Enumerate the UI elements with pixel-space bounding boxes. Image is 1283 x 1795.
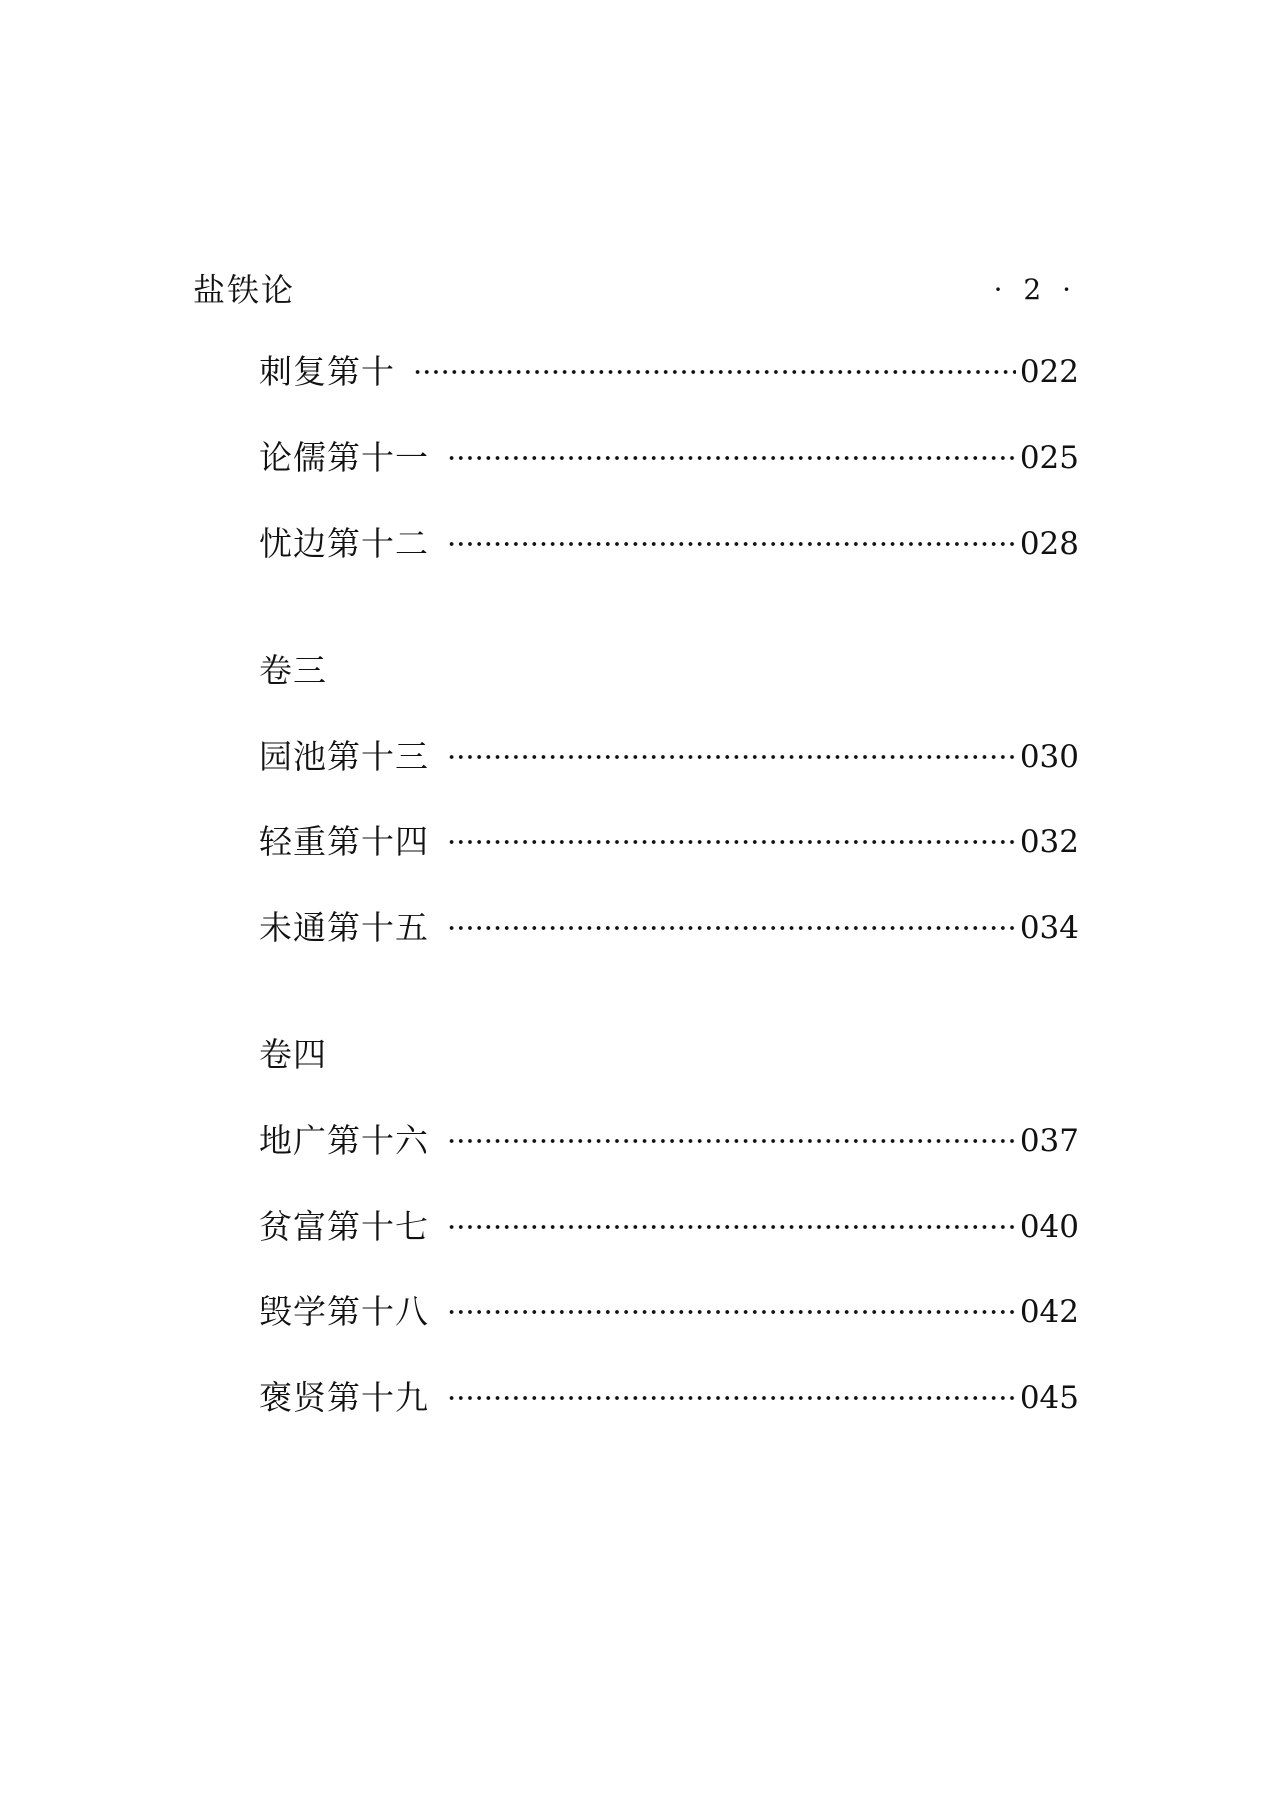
dot-leader xyxy=(447,906,1016,950)
toc-entry[interactable] xyxy=(259,906,1079,950)
running-header xyxy=(193,268,1083,312)
dot-leader xyxy=(447,1205,1016,1249)
toc-entry-title: 园池第十三 xyxy=(259,737,429,776)
toc-entry[interactable] xyxy=(259,436,1079,480)
toc-entry[interactable] xyxy=(259,820,1079,864)
toc-entry-page: 042 xyxy=(1019,1294,1079,1330)
toc-entry-title: 贫富第十七 xyxy=(259,1207,429,1246)
dot-leader xyxy=(413,350,1016,394)
toc-entry-page: 025 xyxy=(1019,440,1079,476)
dot-leader xyxy=(447,436,1016,480)
toc-entry-title: 毁学第十八 xyxy=(259,1292,429,1331)
toc-entry[interactable] xyxy=(259,1205,1079,1249)
dot-leader xyxy=(447,1290,1016,1334)
toc-entry-page: 030 xyxy=(1019,739,1079,775)
toc-entry-title: 未通第十五 xyxy=(259,908,429,947)
toc-entry-title: 褒贤第十九 xyxy=(259,1378,429,1417)
page-number: · 2 · xyxy=(993,273,1077,306)
toc-entry-page: 040 xyxy=(1019,1209,1079,1245)
dot-leader xyxy=(447,522,1016,566)
toc-entry[interactable] xyxy=(259,522,1079,566)
toc-entry-title: 论儒第十一 xyxy=(259,438,429,477)
toc-entry[interactable] xyxy=(259,1376,1079,1420)
toc-entry-page: 045 xyxy=(1019,1380,1079,1416)
toc-entry-page: 037 xyxy=(1019,1123,1079,1159)
volume-heading: 卷三 xyxy=(259,651,327,690)
toc-entry[interactable] xyxy=(259,1119,1079,1163)
toc-entry[interactable] xyxy=(259,350,1079,394)
toc-entry-page: 028 xyxy=(1019,526,1079,562)
dot-leader xyxy=(447,1119,1016,1163)
toc-entry-page: 022 xyxy=(1019,354,1079,390)
toc-entry-page: 032 xyxy=(1019,824,1079,860)
dot-leader xyxy=(447,820,1016,864)
toc-entry-title: 地广第十六 xyxy=(259,1121,429,1160)
toc-entry[interactable] xyxy=(259,735,1079,779)
volume-heading: 卷四 xyxy=(259,1035,327,1074)
toc-entry-page: 034 xyxy=(1019,910,1079,946)
toc-entry[interactable] xyxy=(259,1290,1079,1334)
toc-entry-title: 刺复第十 xyxy=(259,352,395,391)
toc-entry-title: 忧边第十二 xyxy=(259,524,429,563)
dot-leader xyxy=(447,1376,1016,1420)
dot-leader xyxy=(447,735,1016,779)
book-title: 盐铁论 xyxy=(193,271,296,309)
toc-entry-title: 轻重第十四 xyxy=(259,822,429,861)
